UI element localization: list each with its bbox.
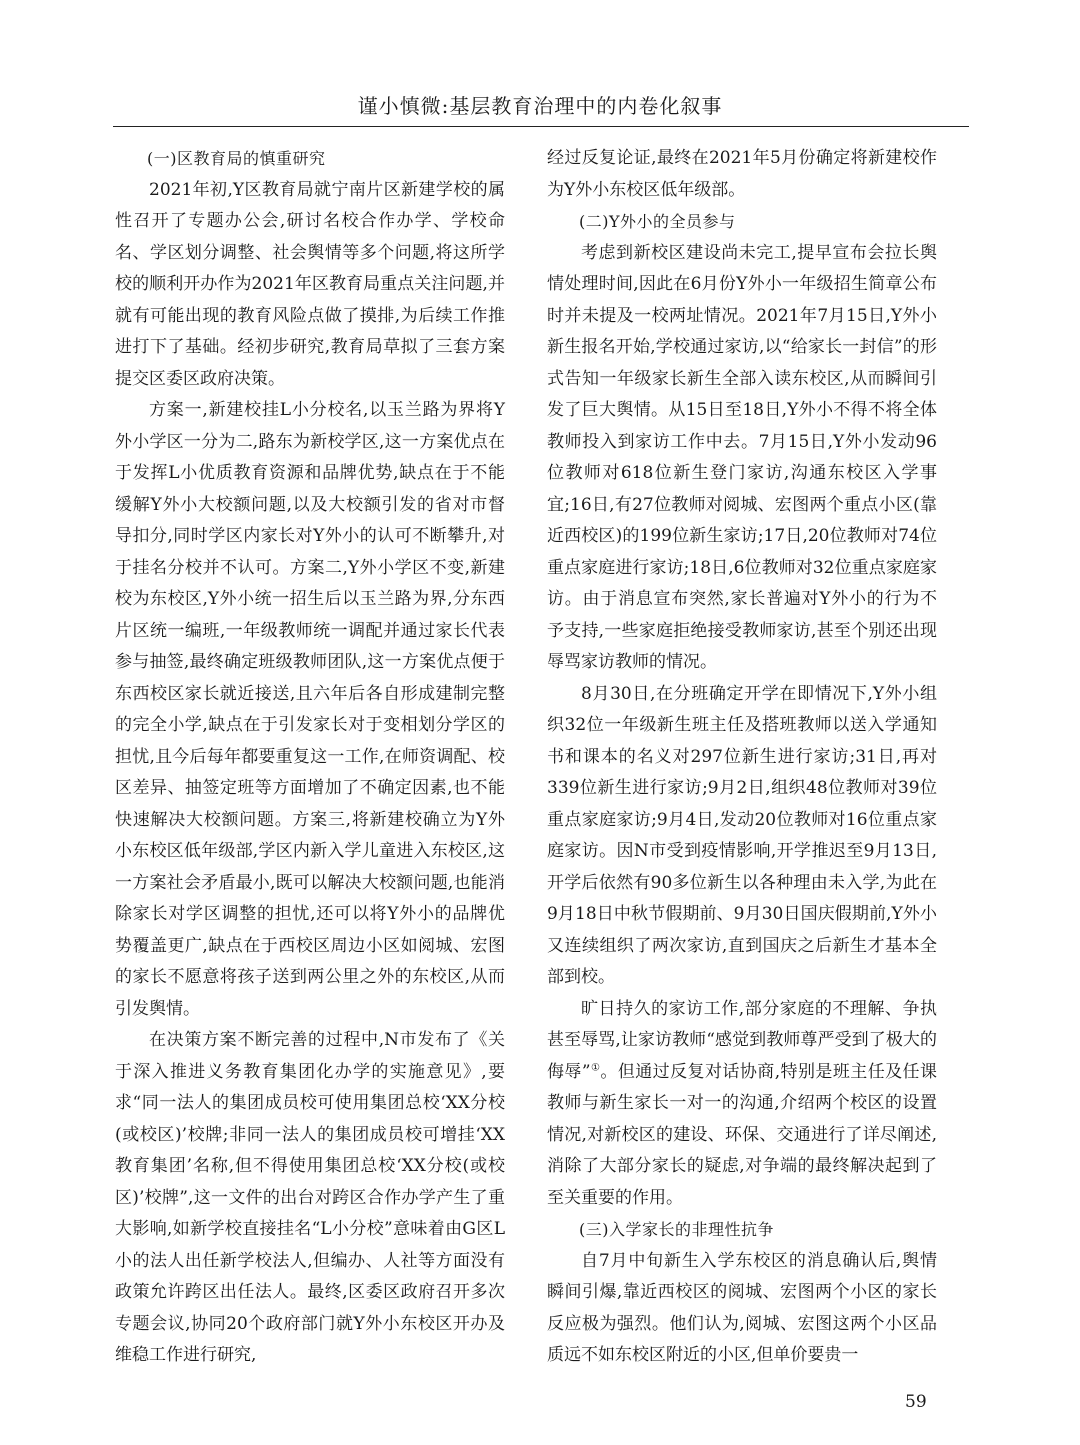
page-number: 59 bbox=[905, 1392, 927, 1412]
paragraph-text: 。但通过反复对话协商,特别是班主任及任课教师与新生家长一对一的沟通,介绍两个校区的设置情况,对新校区的建设、环保、交通进行了详尽阐述,消除了大部分家长的疑虑,对争端的最终解决起到了至关重要的作用。 bbox=[547, 1061, 937, 1208]
paragraph: 方案一,新建校挂L小分校名,以玉兰路为界将Y外小学区一分为二,路东为新校学区,这一方案优点在于发挥L小优质教育资源和品牌优势,缺点在于不能缓解Y外小大校额问题,以及大校额引发的省对市督导扣分,同时学区内家长对Y外小的认可不断攀升,对于挂名分校并不认可。方案二,Y外小学区不变,新建校为东校区,Y外小统一招生后以玉兰路为界,分东西片区统一编班,一年级教师统一调配并通过家长代表参与抽签,最终确定班级教师团队,这一方案优点便于东西校区家长就近接送,且六年后各自形成建制完整的完全小学,缺点在于引发家长对于变相划分学区的担忧,且今后每年都要重复这一工作,在师资调配、校区差异、抽签定班等方面增加了不确定因素,也不能快速解决大校额问题。方案三,将新建校确立为Y外小东校区低年级部,学区内新入学儿童进入东校区,这一方案社会矛盾最小,既可以解决大校额问题,也能消除家长对学区调整的担忧,还可以将Y外小的品牌优势覆盖更广,缺点在于西校区周边小区如阅城、宏图的家长不愿意将孩子送到两公里之外的东校区,从而引发舆情。 bbox=[115, 400, 505, 1019]
header-rule bbox=[113, 126, 969, 127]
paragraph-text: 旷日持久的家访工作,部分家庭的不理解、争执甚至辱骂,让家访教师“感觉到教师尊严受到了极大的侮辱” bbox=[547, 998, 937, 1082]
paragraph: 考虑到新校区建设尚未完工,提早宣布会拉长舆情处理时间,因此在6月份Y外小一年级招生简章公布时并未提及一校两址情况。2021年7月15日,Y外小新生报名开始,学校通过家访,以“给家长一封信”的形式告知一年级家长新生全部入读东校区,从而瞬间引发了巨大舆情。从15日至18日,Y外小不得不将全体教师投入到家访工作中去。7月15日,Y外小发动96位教师对618位新生登门家访,沟通东校区入学事宜;16日,有27位教师对阅城、宏图两个重点小区(靠近西校区)的199位新生家访;17日,20位教师对74位重点家庭进行家访;18日,6位教师对32位重点家庭家访。由于消息宣布突然,家长普遍对Y外小的行为不予支持,一些家庭拒绝接受教师家访,甚至个别还出现辱骂家访教师的情况。 bbox=[547, 242, 937, 672]
paragraph: 经过反复论证,最终在2021年5月份确定将新建校作为Y外小东校区低年级部。 bbox=[547, 148, 937, 200]
right-column bbox=[547, 143, 937, 1372]
left-column bbox=[115, 143, 505, 1372]
section-heading: (三)入学家长的非理性抗争 bbox=[579, 1220, 774, 1239]
paragraph: 2021年初,Y区教育局就宁南片区新建学校的属性召开了专题办公会,研讨名校合作办学、学校命名、学区划分调整、社会舆情等多个问题,将这所学校的顺利开办作为2021年区教育局重点关注问题,并就有可能出现的教育风险点做了摸排,为后续工作推进打下了基础。经初步研究,教育局草拟了三套方案提交区委区政府决策。 bbox=[115, 179, 505, 389]
section-heading: (二)Y外小的全员参与 bbox=[579, 212, 736, 231]
footnote-marker[interactable]: ① bbox=[590, 1061, 601, 1073]
running-head: 谨小慎微:基层教育治理中的内卷化叙事 bbox=[357, 94, 723, 118]
paragraph: 8月30日,在分班确定开学在即情况下,Y外小组织32位一年级新生班主任及搭班教师以送入学通知书和课本的名义对297位新生进行家访;31日,再对339位新生进行家访;9月2日,组织48位教师对39位重点家庭家访;9月4日,发动20位教师对16位重点家庭家访。因N市受到疫情影响,开学推迟至9月13日,开学后依然有90多位新生以各种理由未入学,为此在9月18日中秋节假期前、9月30日国庆假期前,Y外小又连续组织了两次家访,直到国庆之后新生才基本全部到校。 bbox=[547, 683, 937, 987]
paragraph bbox=[547, 994, 937, 1215]
paragraph: 自7月中旬新生入学东校区的消息确认后,舆情瞬间引爆,靠近西校区的阅城、宏图两个小区的家长反应极为强烈。他们认为,阅城、宏图这两个小区品质远不如东校区附近的小区,但单价要贵一 bbox=[547, 1250, 937, 1365]
paragraph: 在决策方案不断完善的过程中,N市发布了《关于深入推进义务教育集团化办学的实施意见》,要求“同一法人的集团成员校可使用集团总校‘XX分校(或校区)’校牌;非同一法人的集团成员校可增挂‘XX教育集团’名称,但不得使用集团总校‘XX分校(或校区)’校牌”,这一文件的出台对跨区合作办学产生了重大影响,如新学校直接挂名“L小分校”意味着由G区L小的法人出任新学校法人,但编办、人社等方面没有政策允许跨区出任法人。最终,区委区政府召开多次专题会议,协同20个政府部门就Y外小东校区开办及维稳工作进行研究, bbox=[115, 1030, 505, 1365]
section-heading: (一)区教育局的慎重研究 bbox=[147, 149, 326, 168]
